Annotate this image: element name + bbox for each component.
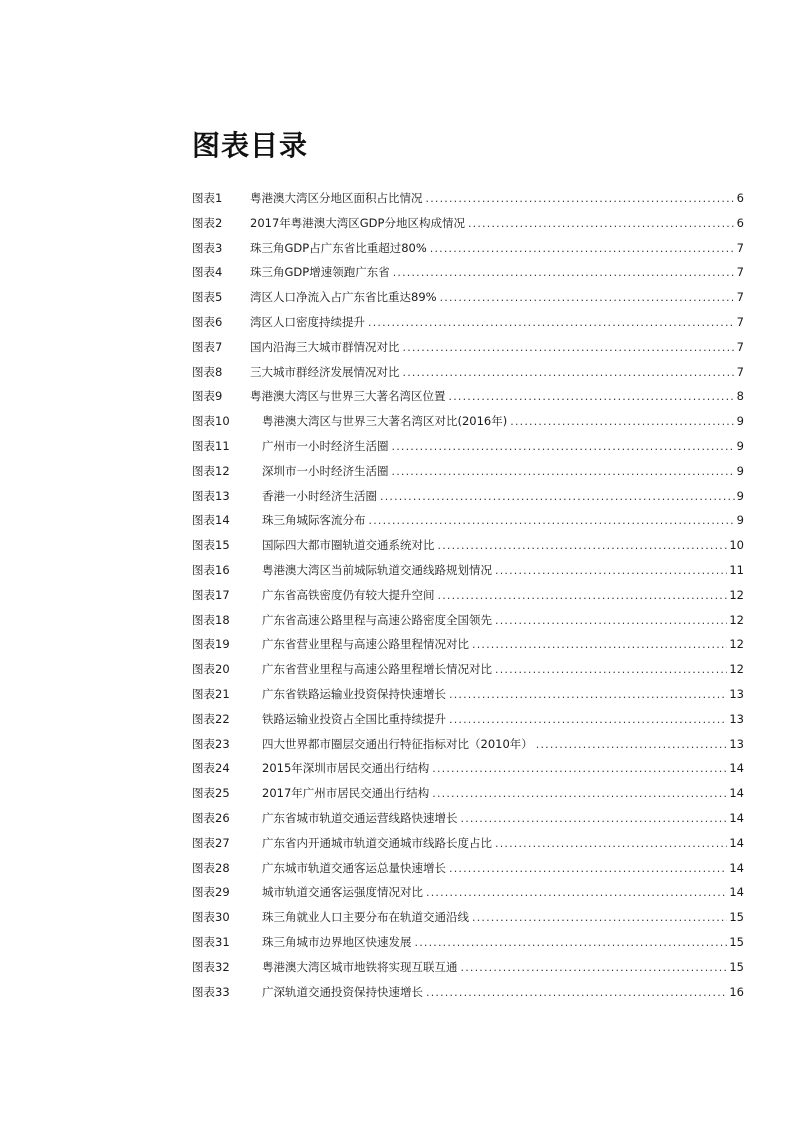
dot-leader	[461, 956, 728, 981]
dot-leader	[449, 683, 727, 708]
dot-leader	[392, 460, 735, 485]
toc-entry[interactable]	[192, 781, 744, 806]
dot-leader	[432, 782, 727, 807]
dot-leader	[495, 559, 727, 584]
page-title: 图表目录	[192, 129, 309, 162]
toc-entry-label: 图表26	[192, 810, 230, 825]
toc-entry[interactable]	[192, 856, 744, 881]
toc-entry-title: 广东省铁路运输业投资保持快速增长	[262, 686, 446, 701]
toc-entry-title: 三大城市群经济发展情况对比	[250, 364, 400, 379]
dot-leader	[438, 534, 728, 559]
toc-entry-label: 图表23	[192, 736, 230, 751]
toc-entry-title: 2017年广州市居民交通出行结构	[262, 786, 430, 801]
toc-entry-title: 深圳市一小时经济生活圈	[262, 463, 389, 478]
toc-entry[interactable]	[192, 186, 744, 211]
toc-entry-title: 广东省城市轨道交通运营线路快速增长	[262, 810, 458, 825]
toc-entry[interactable]	[192, 484, 744, 509]
dot-leader	[415, 931, 728, 956]
toc-entry-label: 图表14	[192, 513, 230, 528]
toc-entry[interactable]	[192, 608, 744, 633]
toc-entry-label: 图表9	[192, 389, 223, 404]
toc-entry-label: 图表33	[192, 984, 230, 999]
toc-entry-title: 广东省营业里程与高速公路里程情况对比	[262, 637, 469, 652]
toc-entry-label: 图表21	[192, 686, 230, 701]
toc-entry-label: 图表17	[192, 587, 230, 602]
toc-entry[interactable]	[192, 980, 744, 1005]
toc-entry[interactable]	[192, 508, 744, 533]
dot-leader	[449, 385, 735, 410]
toc-entry-title: 湾区人口净流入占广东省比重达89%	[250, 290, 437, 305]
toc-entry-label: 图表15	[192, 538, 230, 553]
toc-entry[interactable]	[192, 285, 744, 310]
toc-entry-label: 图表3	[192, 240, 223, 255]
toc-entry[interactable]	[192, 583, 744, 608]
dot-leader	[449, 708, 727, 733]
toc-entry-label: 图表31	[192, 934, 230, 949]
toc-entry-page-number: 13	[729, 686, 744, 701]
toc-entry-label: 图表11	[192, 438, 230, 453]
toc-entry-title: 广州市一小时经济生活圈	[262, 438, 389, 453]
toc-entry[interactable]	[192, 657, 744, 682]
toc-entry-label: 图表7	[192, 339, 223, 354]
dot-leader	[472, 906, 727, 931]
toc-entry-title: 香港一小时经济生活圈	[262, 488, 377, 503]
toc-entry-page-number: 7	[736, 314, 744, 329]
toc-entry-title: 粤港澳大湾区与世界三大著名湾区位置	[250, 389, 446, 404]
toc-entry-page-number: 7	[736, 290, 744, 305]
toc-entry-page-number: 9	[736, 414, 744, 429]
toc-entry-label: 图表22	[192, 711, 230, 726]
toc-entry[interactable]	[192, 756, 744, 781]
toc-entry-page-number: 14	[729, 810, 744, 825]
toc-entry-label: 图表2	[192, 215, 223, 230]
toc-entry-page-number: 9	[736, 513, 744, 528]
toc-entry-label: 图表16	[192, 562, 230, 577]
dot-leader	[403, 336, 735, 361]
dot-leader	[393, 261, 735, 286]
toc-entry-title: 粤港澳大湾区与世界三大著名湾区对比(2016年)	[262, 414, 508, 429]
toc-entry-page-number: 8	[736, 389, 744, 404]
toc-entry-page-number: 9	[736, 438, 744, 453]
toc-entry-label: 图表24	[192, 761, 230, 776]
toc-entry-label: 图表28	[192, 860, 230, 875]
toc-entry-page-number: 14	[729, 835, 744, 850]
toc-entry-page-number: 14	[729, 761, 744, 776]
toc-entry[interactable]	[192, 335, 744, 360]
dot-leader	[426, 881, 727, 906]
toc-entry-title: 广东省内开通城市轨道交通城市线路长度占比	[262, 835, 492, 850]
toc-entry-page-number: 7	[736, 364, 744, 379]
toc-entry-label: 图表13	[192, 488, 230, 503]
toc-entry-title: 广深轨道交通投资保持快速增长	[262, 984, 423, 999]
toc-entry-title: 珠三角GDP占广东省比重超过80%	[250, 240, 427, 255]
toc-entry[interactable]	[192, 905, 744, 930]
toc-entry-label: 图表20	[192, 662, 230, 677]
toc-entry-label: 图表19	[192, 637, 230, 652]
toc-entry[interactable]	[192, 434, 744, 459]
toc-entry-label: 图表4	[192, 265, 223, 280]
toc-entry[interactable]	[192, 260, 744, 285]
dot-leader	[438, 584, 728, 609]
toc-entry[interactable]	[192, 707, 744, 732]
toc-entry-label: 图表32	[192, 959, 230, 974]
dot-leader	[461, 807, 728, 832]
toc-entry-label: 图表12	[192, 463, 230, 478]
dot-leader	[426, 981, 727, 1006]
dot-leader	[403, 361, 735, 386]
dot-leader	[449, 857, 727, 882]
toc-entry-page-number: 12	[729, 612, 744, 627]
toc-entry-title: 粤港澳大湾区当前城际轨道交通线路规划情况	[262, 562, 492, 577]
toc-entry-label: 图表27	[192, 835, 230, 850]
toc-entry-page-number: 12	[729, 637, 744, 652]
toc-entry-page-number: 14	[729, 786, 744, 801]
toc-entry[interactable]	[192, 384, 744, 409]
dot-leader	[495, 609, 727, 634]
toc-entry-page-number: 13	[729, 736, 744, 751]
dot-leader	[426, 187, 735, 212]
toc-entry-page-number: 16	[729, 984, 744, 999]
toc-entry-title: 珠三角城际客流分布	[262, 513, 366, 528]
toc-entry-page-number: 14	[729, 885, 744, 900]
toc-entry-title: 广东城市轨道交通客运总量快速增长	[262, 860, 446, 875]
toc-entry-title: 2015年深圳市居民交通出行结构	[262, 761, 430, 776]
toc-entry-title: 粤港澳大湾区城市地铁将实现互联互通	[262, 959, 458, 974]
toc-entry[interactable]	[192, 558, 744, 583]
toc-entry[interactable]	[192, 360, 744, 385]
toc-entry-label: 图表18	[192, 612, 230, 627]
toc-entry-title: 城市轨道交通客运强度情况对比	[262, 885, 423, 900]
toc-entry[interactable]	[192, 236, 744, 261]
toc-entry-title: 四大世界都市圈层交通出行特征指标对比（2010年）	[262, 736, 533, 751]
dot-leader	[440, 286, 735, 311]
toc-entry[interactable]	[192, 806, 744, 831]
toc-entry-title: 广东省高铁密度仍有较大提升空间	[262, 587, 435, 602]
toc-entry-label: 图表5	[192, 290, 223, 305]
toc-entry-title: 国内沿海三大城市群情况对比	[250, 339, 400, 354]
toc-entry-page-number: 9	[736, 463, 744, 478]
toc-entry-title: 国际四大都市圈轨道交通系统对比	[262, 538, 435, 553]
dot-leader	[432, 757, 727, 782]
toc-entry[interactable]	[192, 955, 744, 980]
dot-leader	[369, 509, 735, 534]
toc-entry-page-number: 12	[729, 587, 744, 602]
toc-entry-label: 图表29	[192, 885, 230, 900]
toc-entry-title: 珠三角城市边界地区快速发展	[262, 934, 412, 949]
toc-entry-page-number: 7	[736, 240, 744, 255]
toc-entry-page-number: 12	[729, 662, 744, 677]
toc-entry[interactable]	[192, 310, 744, 335]
toc-entry[interactable]	[192, 632, 744, 657]
dot-leader	[468, 212, 735, 237]
toc-entry-title: 2017年粤港澳大湾区GDP分地区构成情况	[250, 215, 465, 230]
toc-entry-page-number: 14	[729, 860, 744, 875]
toc-entry[interactable]	[192, 533, 744, 558]
toc-entry-page-number: 6	[736, 215, 744, 230]
toc-entry[interactable]	[192, 459, 744, 484]
table-of-figures	[192, 186, 744, 1004]
toc-entry-page-number: 11	[729, 562, 744, 577]
dot-leader	[495, 832, 727, 857]
toc-entry-page-number: 6	[736, 191, 744, 205]
dot-leader	[380, 485, 735, 510]
dot-leader	[472, 633, 727, 658]
toc-entry-title: 珠三角就业人口主要分布在轨道交通沿线	[262, 910, 469, 925]
toc-entry-page-number: 15	[729, 910, 744, 925]
toc-entry-title: 粤港澳大湾区分地区面积占比情况	[250, 191, 423, 205]
dot-leader	[430, 237, 735, 262]
toc-entry-page-number: 15	[729, 934, 744, 949]
dot-leader	[392, 435, 735, 460]
toc-entry[interactable]	[192, 409, 744, 434]
toc-entry-page-number: 7	[736, 265, 744, 280]
toc-entry[interactable]	[192, 732, 744, 757]
dot-leader	[536, 733, 728, 758]
toc-entry[interactable]	[192, 831, 744, 856]
toc-entry[interactable]	[192, 930, 744, 955]
toc-entry-label: 图表8	[192, 364, 223, 379]
toc-entry-page-number: 15	[729, 959, 744, 974]
toc-entry-title: 广东省营业里程与高速公路里程增长情况对比	[262, 662, 492, 677]
toc-entry[interactable]	[192, 211, 744, 236]
dot-leader	[510, 410, 734, 435]
toc-entry-title: 珠三角GDP增速领跑广东省	[250, 265, 390, 280]
toc-entry-label: 图表10	[192, 414, 230, 429]
toc-entry[interactable]	[192, 682, 744, 707]
dot-leader	[368, 311, 735, 336]
toc-entry-page-number: 7	[736, 339, 744, 354]
toc-entry-title: 湾区人口密度持续提升	[250, 314, 365, 329]
toc-entry-page-number: 10	[729, 538, 744, 553]
toc-entry[interactable]	[192, 880, 744, 905]
dot-leader	[495, 658, 727, 683]
toc-entry-page-number: 13	[729, 711, 744, 726]
toc-entry-page-number: 9	[736, 488, 744, 503]
toc-entry-label: 图表25	[192, 786, 230, 801]
toc-entry-label: 图表30	[192, 910, 230, 925]
toc-entry-label: 图表1	[192, 191, 223, 205]
toc-entry-label: 图表6	[192, 314, 223, 329]
toc-entry-title: 铁路运输业投资占全国比重持续提升	[262, 711, 446, 726]
toc-entry-title: 广东省高速公路里程与高速公路密度全国领先	[262, 612, 492, 627]
